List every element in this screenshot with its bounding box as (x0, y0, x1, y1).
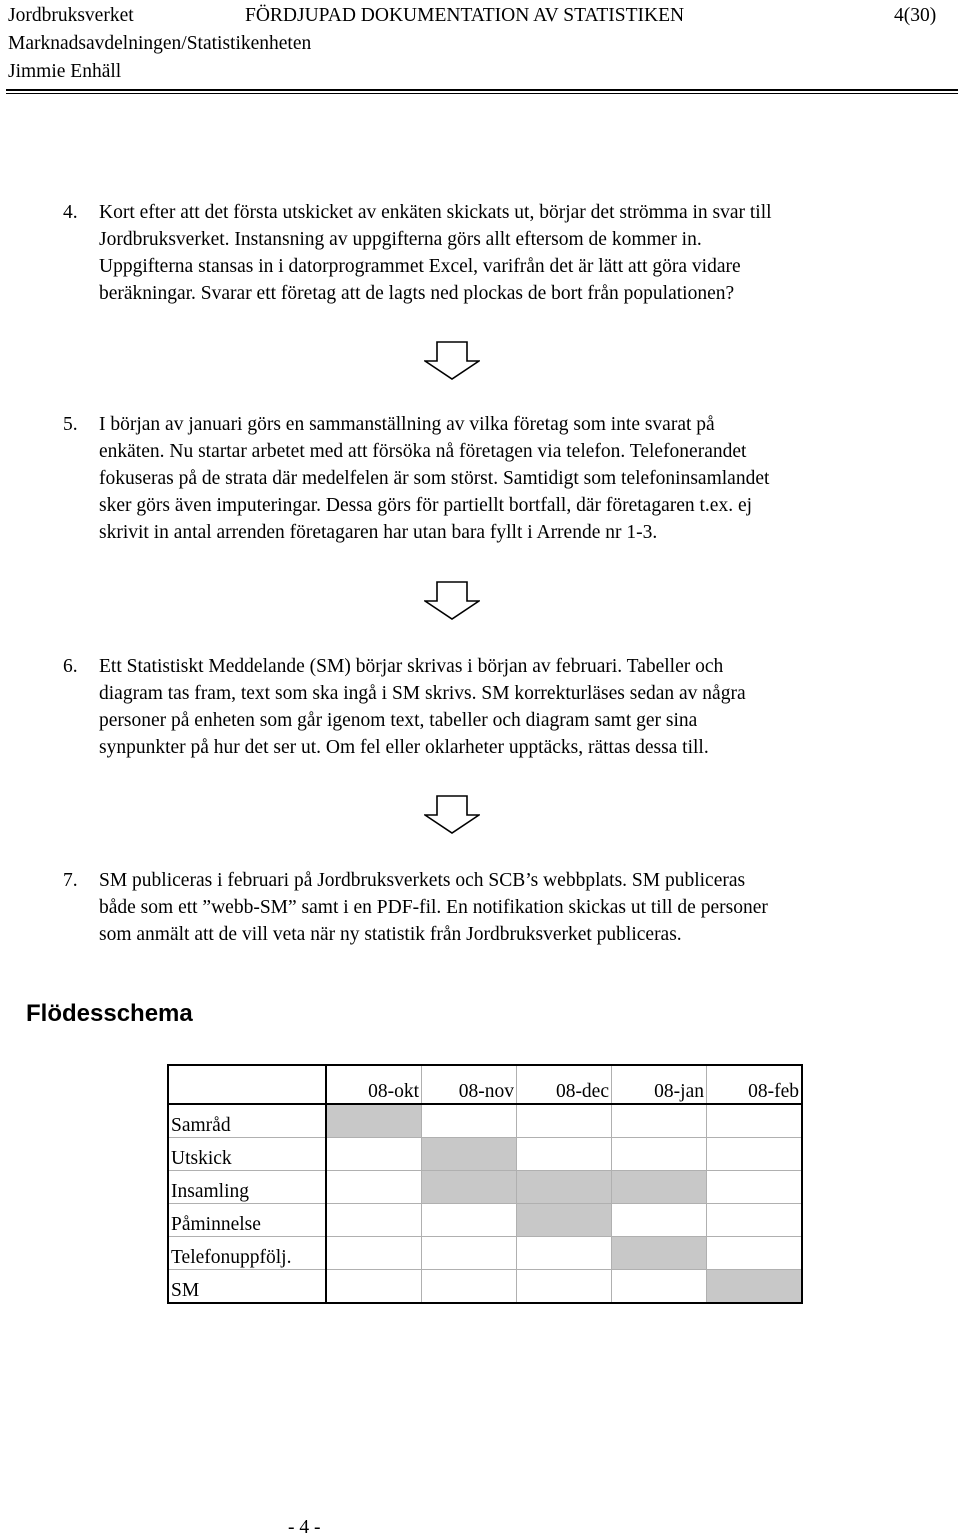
item-line: Uppgifterna stansas in i datorprogrammet Excel, varifrån det är lätt att göra vidare (99, 256, 741, 277)
item-line: enkäten. Nu startar arbetet med att försöka nå företagen via telefon. Telefonerandet (99, 441, 747, 462)
schedule-cell (612, 1204, 707, 1237)
item-line: diagram tas fram, text som ska ingå i SM skrivs. SM korrekturläses sedan av några (99, 683, 746, 704)
schedule-cell (517, 1104, 612, 1138)
header-org: Jordbruksverket (8, 5, 134, 26)
down-arrow-icon (424, 795, 480, 835)
header-page-ref: 4(30) (894, 5, 937, 26)
item-line: Kort efter att det första utskicket av enkäten skickats ut, börjar det strömma in svar till (99, 202, 772, 223)
item-line: I början av januari görs en sammanställning av vilka företag som inte svarat på (99, 414, 715, 435)
schedule-cell (422, 1104, 517, 1138)
header-department: Marknadsavdelningen/Statistikenheten (8, 33, 312, 54)
item-line: personer på enheten som går igenom text, tabeller och diagram samt ger sina (99, 710, 698, 731)
item-line: Jordbruksverket. Instansning av uppgifterna görs allt eftersom de kommer in. (99, 229, 702, 250)
flowchart-heading: Flödesschema (26, 1000, 193, 1027)
table-row (168, 1171, 802, 1204)
item-number: 7. (63, 870, 78, 891)
schedule-cell (612, 1104, 707, 1138)
schedule-cell (422, 1270, 517, 1304)
item-line: fokuseras på de strata där medelfelen är som störst. Samtidigt som telefoninsamlandet (99, 468, 770, 489)
list-item-6 (63, 653, 943, 761)
schedule-cell (612, 1171, 707, 1204)
header-rule-thin (6, 93, 958, 94)
row-label: Insamling (168, 1171, 326, 1204)
schedule-cell (707, 1204, 803, 1237)
table-row (168, 1237, 802, 1270)
row-label: Påminnelse (168, 1204, 326, 1237)
item-line: sker görs även imputeringar. Dessa görs för partiellt bortfall, där företagaren t.ex. ej (99, 495, 753, 516)
schedule-cell (326, 1138, 422, 1171)
schedule-cell (517, 1171, 612, 1204)
item-line: både som ett ”webb-SM” samt i en PDF-fil. En notifikation skickas ut till de personer (99, 897, 768, 918)
item-line: SM publiceras i februari på Jordbruksverkets och SCB’s webbplats. SM publiceras (99, 870, 746, 891)
schedule-cell (326, 1270, 422, 1304)
header-title: FÖRDJUPAD DOKUMENTATION AV STATISTIKEN (245, 5, 685, 26)
month-header: 08-nov (422, 1065, 517, 1104)
schedule-cell (422, 1138, 517, 1171)
item-line: beräkningar. Svarar ett företag att de lagts ned plockas de bort från populationen? (99, 283, 735, 304)
schedule-cell (326, 1204, 422, 1237)
schedule-cell (517, 1270, 612, 1304)
item-line: som anmält att de vill veta när ny statistik från Jordbruksverket publiceras. (99, 924, 682, 945)
row-label: Utskick (168, 1138, 326, 1171)
table-row (168, 1204, 802, 1237)
month-header: 08-dec (517, 1065, 612, 1104)
list-item-7 (63, 867, 943, 948)
table-row (168, 1104, 802, 1138)
schedule-cell (422, 1237, 517, 1270)
month-header: 08-jan (612, 1065, 707, 1104)
table-row (168, 1270, 802, 1304)
table-corner-cell (168, 1065, 326, 1104)
schedule-cell (422, 1171, 517, 1204)
down-arrow-icon (424, 341, 480, 381)
schedule-cell (707, 1270, 803, 1304)
schedule-cell (612, 1270, 707, 1304)
schedule-cell (326, 1104, 422, 1138)
schedule-cell (422, 1204, 517, 1237)
item-line: Ett Statistiskt Meddelande (SM) börjar skrivas i början av februari. Tabeller och (99, 656, 724, 677)
schedule-cell (612, 1138, 707, 1171)
schedule-cell (707, 1104, 803, 1138)
header-rule (6, 89, 958, 91)
item-number: 6. (63, 656, 78, 677)
schedule-cell (707, 1138, 803, 1171)
schedule-cell (517, 1204, 612, 1237)
item-number: 4. (63, 202, 78, 223)
table-row (168, 1138, 802, 1171)
page-number: - 4 - (288, 1517, 321, 1538)
item-line: skrivit in antal arrenden företagaren har utan bara fyllt i Arrende nr 1-3. (99, 522, 658, 543)
schedule-cell (326, 1171, 422, 1204)
item-line: synpunkter på hur det ser ut. Om fel eller oklarheter upptäcks, rättas dessa till. (99, 737, 709, 758)
list-item-4 (63, 199, 943, 307)
table-header-row (168, 1065, 802, 1104)
down-arrow-icon (424, 581, 480, 621)
row-label: Telefonuppfölj. (168, 1237, 326, 1270)
schedule-cell (326, 1237, 422, 1270)
schedule-cell (612, 1237, 707, 1270)
header-author: Jimmie Enhäll (8, 61, 122, 82)
row-label: SM (168, 1270, 326, 1304)
schedule-cell (707, 1237, 803, 1270)
flowchart-table (167, 1064, 803, 1304)
row-label: Samråd (168, 1104, 326, 1138)
schedule-cell (517, 1237, 612, 1270)
month-header: 08-okt (326, 1065, 422, 1104)
list-item-5 (63, 411, 943, 546)
schedule-cell (517, 1138, 612, 1171)
schedule-cell (707, 1171, 803, 1204)
month-header: 08-feb (707, 1065, 803, 1104)
item-number: 5. (63, 414, 78, 435)
